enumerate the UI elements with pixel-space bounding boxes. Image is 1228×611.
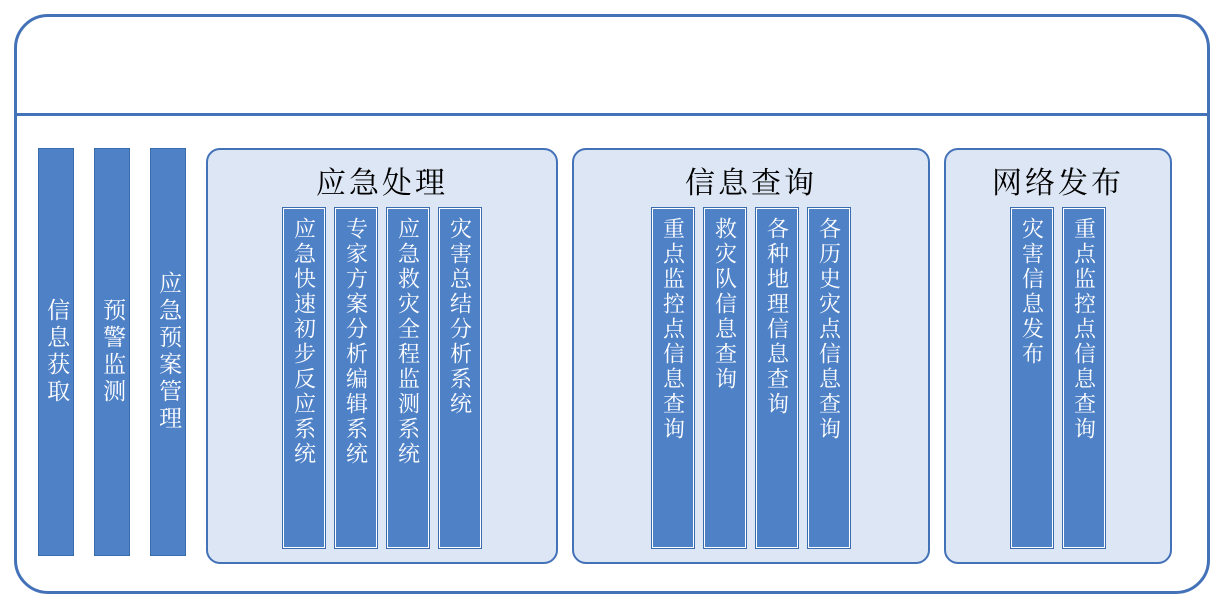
group-title-information-query: 信息查询: [685, 167, 817, 200]
group-title-network-publishing: 网络发布: [992, 167, 1124, 200]
submodule-bar-rapid-initial-response[interactable]: [283, 208, 325, 548]
submodule-bar-label: 专家方案分析编辑系统: [343, 217, 369, 467]
submodule-bar-label: 重点监控点信息查询: [660, 217, 686, 442]
module-bar-early-warning-monitoring[interactable]: [94, 148, 130, 556]
submodule-bar-label: 灾害信息发布: [1019, 217, 1045, 367]
group-body-information-query: [652, 208, 850, 552]
submodule-bar-rescue-team-query[interactable]: [704, 208, 746, 548]
module-bar-information-acquisition[interactable]: [38, 148, 74, 556]
header-divider: [17, 113, 1207, 116]
submodule-bar-label: 应急救灾全程监测系统: [395, 217, 421, 467]
group-emergency-handling: [206, 148, 558, 564]
submodule-bar-key-monitoring-point-query-publish[interactable]: [1063, 208, 1105, 548]
group-information-query: [572, 148, 930, 564]
submodule-bar-historical-disaster-point-query[interactable]: [808, 208, 850, 548]
content-row: [38, 148, 1196, 568]
submodule-bar-label: 应急快速初步反应系统: [291, 217, 317, 467]
submodule-bar-label: 各历史灾点信息查询: [816, 217, 842, 442]
submodule-bar-key-monitoring-point-query[interactable]: [652, 208, 694, 548]
group-network-publishing: [944, 148, 1172, 564]
module-bar-label: 信息获取: [44, 298, 70, 406]
submodule-bar-label: 灾害总结分析系统: [447, 217, 473, 417]
group-body-network-publishing: [1011, 208, 1105, 552]
module-bar-emergency-plan-management[interactable]: [150, 148, 186, 556]
submodule-bar-disaster-summary-analysis[interactable]: [439, 208, 481, 548]
module-bar-label: 预警监测: [100, 298, 126, 406]
group-title-emergency-handling: 应急处理: [316, 167, 448, 200]
group-body-emergency-handling: [283, 208, 481, 552]
submodule-bar-label: 重点监控点信息查询: [1071, 217, 1097, 442]
submodule-bar-geographic-information-query[interactable]: [756, 208, 798, 548]
submodule-bar-label: 各种地理信息查询: [764, 217, 790, 417]
submodule-bar-label: 救灾队信息查询: [712, 217, 738, 392]
submodule-bar-expert-plan-analysis[interactable]: [335, 208, 377, 548]
submodule-bar-disaster-information-publishing[interactable]: [1011, 208, 1053, 548]
submodule-bar-full-process-monitoring[interactable]: [387, 208, 429, 548]
module-bar-label: 应急预案管理: [156, 271, 182, 433]
